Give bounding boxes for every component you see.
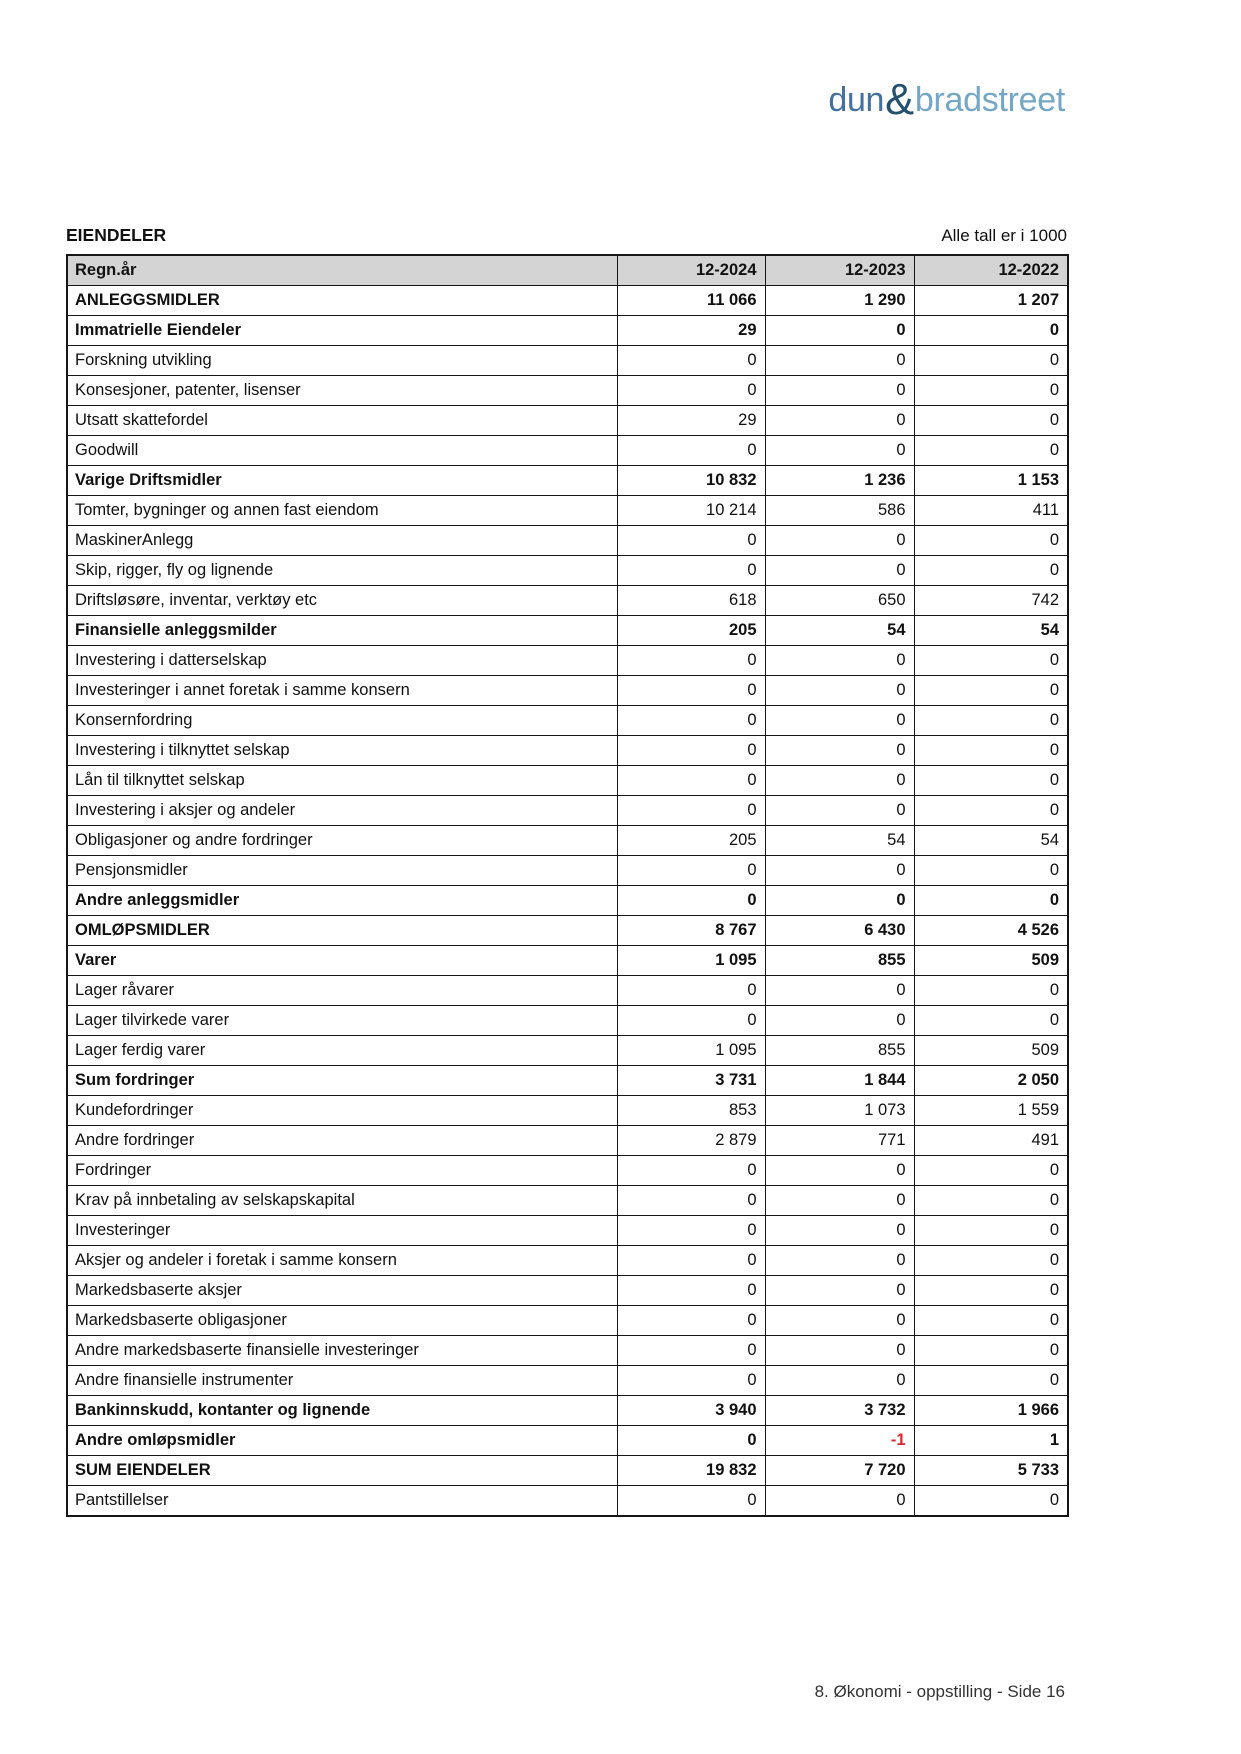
row-label: OMLØPSMIDLER [67, 916, 617, 946]
row-label: Utsatt skattefordel [67, 406, 617, 436]
row-value: 0 [765, 736, 914, 766]
table-row [67, 1306, 1068, 1336]
row-value: 0 [617, 886, 765, 916]
row-value: 509 [914, 946, 1068, 976]
row-value: 0 [617, 1366, 765, 1396]
row-value: 0 [914, 796, 1068, 826]
table-row [67, 1456, 1068, 1486]
row-value: 0 [617, 1156, 765, 1186]
column-header-2022: 12-2022 [914, 255, 1068, 286]
table-row [67, 1126, 1068, 1156]
row-value: 771 [765, 1126, 914, 1156]
row-label: Skip, rigger, fly og lignende [67, 556, 617, 586]
row-value: 0 [914, 1006, 1068, 1036]
row-value: 0 [914, 526, 1068, 556]
row-value: 0 [617, 346, 765, 376]
row-label: Krav på innbetaling av selskapskapital [67, 1186, 617, 1216]
row-value: 742 [914, 586, 1068, 616]
row-value: 0 [617, 736, 765, 766]
row-value: 491 [914, 1126, 1068, 1156]
row-label: Sum fordringer [67, 1066, 617, 1096]
table-row [67, 1246, 1068, 1276]
row-value: 19 832 [617, 1456, 765, 1486]
row-value: 0 [617, 1276, 765, 1306]
row-value: 1 095 [617, 1036, 765, 1066]
table-row [67, 346, 1068, 376]
row-value: 0 [765, 1216, 914, 1246]
row-label: Konsesjoner, patenter, lisenser [67, 376, 617, 406]
row-value: 0 [617, 526, 765, 556]
row-value: 0 [765, 1306, 914, 1336]
row-value: 0 [914, 1156, 1068, 1186]
row-value: 0 [914, 1336, 1068, 1366]
table-row [67, 556, 1068, 586]
table-row [67, 1096, 1068, 1126]
table-row [67, 1336, 1068, 1366]
table-row [67, 616, 1068, 646]
row-label: MaskinerAnlegg [67, 526, 617, 556]
row-value: 10 832 [617, 466, 765, 496]
row-value: 10 214 [617, 496, 765, 526]
row-label: Varige Driftsmidler [67, 466, 617, 496]
row-value: 650 [765, 586, 914, 616]
row-value: 411 [914, 496, 1068, 526]
column-header-2024: 12-2024 [617, 255, 765, 286]
table-row [67, 496, 1068, 526]
balance-sheet-table [66, 254, 1069, 1517]
row-value: 0 [617, 1426, 765, 1456]
row-value: 0 [617, 1186, 765, 1216]
row-label: SUM EIENDELER [67, 1456, 617, 1486]
row-value: 0 [765, 1366, 914, 1396]
table-row [67, 1366, 1068, 1396]
row-value: 54 [765, 826, 914, 856]
row-value: 0 [765, 886, 914, 916]
row-value: 0 [765, 1246, 914, 1276]
row-value: 0 [617, 1306, 765, 1336]
column-header-2023: 12-2023 [765, 255, 914, 286]
table-row [67, 736, 1068, 766]
row-value: 0 [617, 376, 765, 406]
row-value: 0 [914, 646, 1068, 676]
row-label: Pantstillelser [67, 1486, 617, 1517]
row-value: 3 940 [617, 1396, 765, 1426]
dun-bradstreet-logo [828, 76, 1065, 124]
row-value: 3 732 [765, 1396, 914, 1426]
row-value: 0 [914, 736, 1068, 766]
table-body [67, 286, 1068, 1517]
row-label: Lager tilvirkede varer [67, 1006, 617, 1036]
row-value: 0 [914, 766, 1068, 796]
table-row [67, 886, 1068, 916]
row-value: 0 [914, 1366, 1068, 1396]
row-value: 54 [765, 616, 914, 646]
row-value: 0 [617, 796, 765, 826]
row-value: 1 236 [765, 466, 914, 496]
row-value: 0 [765, 766, 914, 796]
row-value: 0 [914, 676, 1068, 706]
row-value: 0 [765, 1486, 914, 1517]
table-row [67, 1426, 1068, 1456]
row-label: Andre anleggsmidler [67, 886, 617, 916]
table-row [67, 406, 1068, 436]
row-value: 853 [617, 1096, 765, 1126]
logo-text-bradstreet: bradstreet [914, 81, 1065, 119]
row-value: 1 153 [914, 466, 1068, 496]
row-label: Immatrielle Eiendeler [67, 316, 617, 346]
table-row [67, 676, 1068, 706]
row-value: 0 [765, 1186, 914, 1216]
logo-text-dun: dun [828, 81, 885, 119]
row-value: 855 [765, 1036, 914, 1066]
row-value: 855 [765, 946, 914, 976]
table-row [67, 766, 1068, 796]
row-value: 0 [765, 706, 914, 736]
row-value: 1 966 [914, 1396, 1068, 1426]
table-row [67, 466, 1068, 496]
row-label: Investering i tilknyttet selskap [67, 736, 617, 766]
row-value: 1 073 [765, 1096, 914, 1126]
row-label: Investeringer i annet foretak i samme konsern [67, 676, 617, 706]
row-value: 0 [765, 1336, 914, 1366]
row-label: Markedsbaserte aksjer [67, 1276, 617, 1306]
row-label: Investering i aksjer og andeler [67, 796, 617, 826]
table-row [67, 646, 1068, 676]
row-label: Andre markedsbaserte finansielle investeringer [67, 1336, 617, 1366]
row-label: Lager råvarer [67, 976, 617, 1006]
row-value: 0 [914, 556, 1068, 586]
row-value: 0 [765, 976, 914, 1006]
table-header [67, 255, 1068, 286]
row-value: 2 879 [617, 1126, 765, 1156]
row-label: Aksjer og andeler i foretak i samme konsern [67, 1246, 617, 1276]
row-label: Markedsbaserte obligasjoner [67, 1306, 617, 1336]
row-label: Fordringer [67, 1156, 617, 1186]
row-label: Forskning utvikling [67, 346, 617, 376]
row-value: 4 526 [914, 916, 1068, 946]
row-label: Konsernfordring [67, 706, 617, 736]
table-row [67, 286, 1068, 316]
row-value: 0 [617, 856, 765, 886]
row-value: 586 [765, 496, 914, 526]
table-row [67, 1396, 1068, 1426]
table-row [67, 826, 1068, 856]
table-row [67, 316, 1068, 346]
row-value: 0 [765, 316, 914, 346]
table-row [67, 706, 1068, 736]
row-value: 0 [765, 346, 914, 376]
row-value: 0 [914, 1306, 1068, 1336]
row-value: 0 [617, 706, 765, 736]
row-value: 0 [765, 406, 914, 436]
row-label: Obligasjoner og andre fordringer [67, 826, 617, 856]
row-value: 0 [765, 1156, 914, 1186]
table-row [67, 526, 1068, 556]
row-label: Investeringer [67, 1216, 617, 1246]
row-value: 11 066 [617, 286, 765, 316]
row-value: 205 [617, 616, 765, 646]
row-value: 618 [617, 586, 765, 616]
row-value: 1 207 [914, 286, 1068, 316]
row-value: 0 [914, 436, 1068, 466]
row-label: Andre fordringer [67, 1126, 617, 1156]
row-value: 0 [914, 406, 1068, 436]
row-value: 0 [617, 646, 765, 676]
table-row [67, 436, 1068, 466]
table-row [67, 586, 1068, 616]
row-label: Varer [67, 946, 617, 976]
row-label: Goodwill [67, 436, 617, 466]
row-value: 54 [914, 616, 1068, 646]
table-row [67, 1216, 1068, 1246]
units-note: Alle tall er i 1000 [941, 226, 1067, 245]
table-row [67, 796, 1068, 826]
table-row [67, 946, 1068, 976]
row-value: 0 [765, 646, 914, 676]
row-value: 509 [914, 1036, 1068, 1066]
row-value: 0 [617, 1006, 765, 1036]
row-value: 0 [765, 436, 914, 466]
row-value: 54 [914, 826, 1068, 856]
table-row [67, 1036, 1068, 1066]
row-value: 3 731 [617, 1066, 765, 1096]
row-label: Investering i datterselskap [67, 646, 617, 676]
row-value: 0 [617, 976, 765, 1006]
row-value: 0 [914, 1186, 1068, 1216]
column-header-regnaar: Regn.år [67, 255, 617, 286]
page-footer: 8. Økonomi - oppstilling - Side 16 [814, 1682, 1065, 1701]
row-value: 0 [914, 316, 1068, 346]
row-label: Lager ferdig varer [67, 1036, 617, 1066]
row-label: Andre omløpsmidler [67, 1426, 617, 1456]
row-value: 29 [617, 406, 765, 436]
row-value: 8 767 [617, 916, 765, 946]
row-label: Finansielle anleggsmilder [67, 616, 617, 646]
row-value: 0 [617, 1216, 765, 1246]
row-label: Lån til tilknyttet selskap [67, 766, 617, 796]
row-value: -1 [765, 1426, 914, 1456]
row-value: 0 [765, 1006, 914, 1036]
table-row [67, 1186, 1068, 1216]
header-row [67, 255, 1068, 286]
row-value: 0 [617, 1246, 765, 1276]
table-row [67, 1486, 1068, 1517]
row-value: 0 [914, 1276, 1068, 1306]
row-value: 205 [617, 826, 765, 856]
row-value: 0 [765, 1276, 914, 1306]
title-row [66, 225, 1067, 246]
row-value: 0 [914, 1246, 1068, 1276]
table-row [67, 976, 1068, 1006]
table-row [67, 376, 1068, 406]
table-row [67, 1276, 1068, 1306]
row-value: 0 [765, 796, 914, 826]
row-value: 0 [914, 1216, 1068, 1246]
row-value: 29 [617, 316, 765, 346]
table-row [67, 856, 1068, 886]
row-value: 0 [914, 976, 1068, 1006]
row-value: 1 844 [765, 1066, 914, 1096]
row-value: 0 [617, 676, 765, 706]
table-row [67, 1156, 1068, 1186]
row-value: 0 [617, 556, 765, 586]
table-row [67, 1066, 1068, 1096]
row-label: Andre finansielle instrumenter [67, 1366, 617, 1396]
row-value: 0 [914, 706, 1068, 736]
row-label: Bankinnskudd, kontanter og lignende [67, 1396, 617, 1426]
row-value: 0 [765, 556, 914, 586]
logo-ampersand-icon: & [885, 76, 914, 124]
row-label: Pensjonsmidler [67, 856, 617, 886]
row-value: 2 050 [914, 1066, 1068, 1096]
page-title: EIENDELER [66, 225, 167, 245]
row-label: Tomter, bygninger og annen fast eiendom [67, 496, 617, 526]
row-value: 0 [765, 526, 914, 556]
row-value: 5 733 [914, 1456, 1068, 1486]
row-value: 0 [765, 856, 914, 886]
row-value: 0 [617, 1486, 765, 1517]
row-value: 0 [765, 376, 914, 406]
row-value: 0 [617, 436, 765, 466]
row-label: Driftsløsøre, inventar, verktøy etc [67, 586, 617, 616]
table-row [67, 916, 1068, 946]
row-value: 0 [914, 376, 1068, 406]
row-value: 1 559 [914, 1096, 1068, 1126]
row-value: 0 [914, 346, 1068, 376]
row-value: 0 [914, 856, 1068, 886]
row-value: 1 095 [617, 946, 765, 976]
row-value: 1 [914, 1426, 1068, 1456]
row-value: 0 [617, 766, 765, 796]
row-value: 0 [914, 1486, 1068, 1517]
row-value: 6 430 [765, 916, 914, 946]
row-value: 0 [765, 676, 914, 706]
row-value: 1 290 [765, 286, 914, 316]
row-label: ANLEGGSMIDLER [67, 286, 617, 316]
table-row [67, 1006, 1068, 1036]
row-value: 7 720 [765, 1456, 914, 1486]
row-label: Kundefordringer [67, 1096, 617, 1126]
row-value: 0 [914, 886, 1068, 916]
row-value: 0 [617, 1336, 765, 1366]
